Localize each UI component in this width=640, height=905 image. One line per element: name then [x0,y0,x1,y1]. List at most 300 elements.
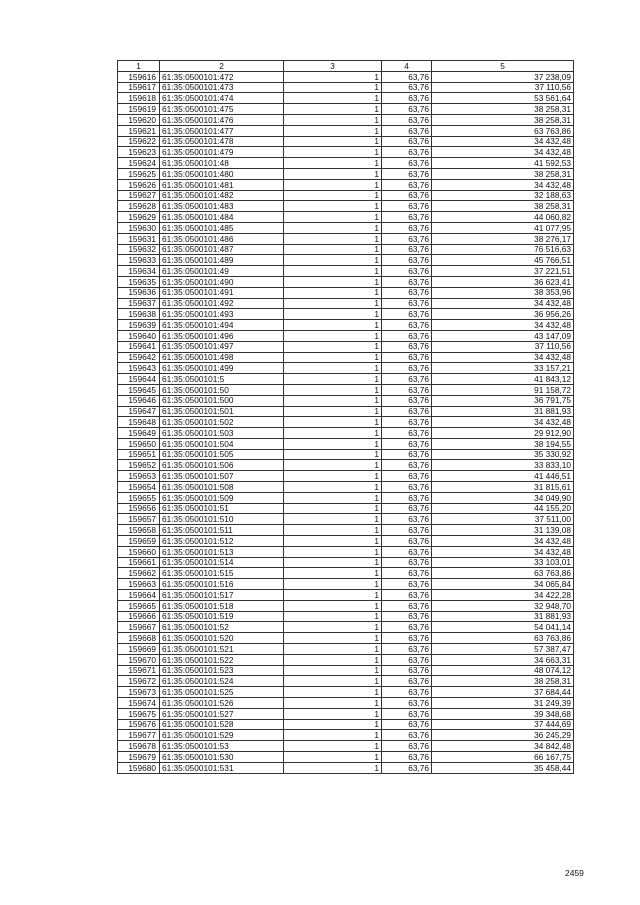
area-cell: 63,76 [382,320,432,331]
value-cell: 76 516,63 [432,244,574,255]
value-cell: 36 956,26 [432,309,574,320]
row-number-cell: 159632 [118,244,160,255]
area-cell: 63,76 [382,611,432,622]
table-row [118,201,574,212]
quantity-cell: 1 [284,374,382,385]
quantity-cell: 1 [284,438,382,449]
value-cell: 32 188,63 [432,190,574,201]
quantity-cell: 1 [284,330,382,341]
table-row [118,482,574,493]
quantity-cell: 1 [284,644,382,655]
cadastral-number-cell: 61:35:0500101:500 [160,395,284,406]
table-row [118,741,574,752]
row-number-cell: 159647 [118,406,160,417]
table-row [118,266,574,277]
cadastral-number-cell: 61:35:0500101:49 [160,266,284,277]
cadastral-number-cell: 61:35:0500101:487 [160,244,284,255]
row-number-cell: 159619 [118,104,160,115]
quantity-cell: 1 [284,536,382,547]
row-number-cell: 159669 [118,644,160,655]
quantity-cell: 1 [284,190,382,201]
value-cell: 31 881,93 [432,611,574,622]
quantity-cell: 1 [284,352,382,363]
row-number-cell: 159680 [118,762,160,773]
area-cell: 63,76 [382,190,432,201]
value-cell: 34 432,48 [432,417,574,428]
table-row [118,622,574,633]
table-row [118,449,574,460]
row-number-cell: 159678 [118,741,160,752]
table-row [118,687,574,698]
cadastral-number-cell: 61:35:0500101:506 [160,460,284,471]
table-row [118,276,574,287]
row-number-cell: 159627 [118,190,160,201]
table-row [118,611,574,622]
cadastral-number-cell: 61:35:0500101:499 [160,363,284,374]
area-cell: 63,76 [382,104,432,115]
cadastral-number-cell: 61:35:0500101:486 [160,233,284,244]
row-number-cell: 159625 [118,168,160,179]
quantity-cell: 1 [284,71,382,82]
cadastral-number-cell: 61:35:0500101:483 [160,201,284,212]
value-cell: 37 684,44 [432,687,574,698]
area-cell: 63,76 [382,698,432,709]
row-number-cell: 159631 [118,233,160,244]
row-number-cell: 159661 [118,557,160,568]
quantity-cell: 1 [284,276,382,287]
value-cell: 53 561,64 [432,93,574,104]
value-cell: 33 157,21 [432,363,574,374]
cadastral-number-cell: 61:35:0500101:497 [160,341,284,352]
cadastral-number-cell: 61:35:0500101:521 [160,644,284,655]
column-header-1: 1 [118,61,160,72]
area-cell: 63,76 [382,147,432,158]
cadastral-number-cell: 61:35:0500101:474 [160,93,284,104]
table-row [118,579,574,590]
value-cell: 37 110,56 [432,82,574,93]
quantity-cell: 1 [284,633,382,644]
table-row [118,438,574,449]
area-cell: 63,76 [382,438,432,449]
cadastral-number-cell: 61:35:0500101:514 [160,557,284,568]
cadastral-number-cell: 61:35:0500101:502 [160,417,284,428]
cadastral-number-cell: 61:35:0500101:501 [160,406,284,417]
table-row [118,222,574,233]
cadastral-number-cell: 61:35:0500101:530 [160,752,284,763]
value-cell: 41 843,12 [432,374,574,385]
quantity-cell: 1 [284,503,382,514]
table-row [118,136,574,147]
area-cell: 63,76 [382,460,432,471]
table-row [118,363,574,374]
row-number-cell: 159623 [118,147,160,158]
cadastral-number-cell: 61:35:0500101:516 [160,579,284,590]
area-cell: 63,76 [382,158,432,169]
table-row [118,114,574,125]
table-row [118,762,574,773]
quantity-cell: 1 [284,298,382,309]
area-cell: 63,76 [382,125,432,136]
row-number-cell: 159637 [118,298,160,309]
value-cell: 41 592,53 [432,158,574,169]
quantity-cell: 1 [284,406,382,417]
value-cell: 63 763,86 [432,633,574,644]
quantity-cell: 1 [284,525,382,536]
value-cell: 35 330,92 [432,449,574,460]
table-row [118,179,574,190]
area-cell: 63,76 [382,255,432,266]
quantity-cell: 1 [284,449,382,460]
area-cell: 63,76 [382,622,432,633]
row-number-cell: 159629 [118,212,160,223]
cadastral-number-cell: 61:35:0500101:48 [160,158,284,169]
row-number-cell: 159616 [118,71,160,82]
row-number-cell: 159645 [118,384,160,395]
cadastral-number-cell: 61:35:0500101:517 [160,590,284,601]
table-row [118,309,574,320]
quantity-cell: 1 [284,514,382,525]
quantity-cell: 1 [284,287,382,298]
cadastral-number-cell: 61:35:0500101:490 [160,276,284,287]
table-row [118,374,574,385]
cadastral-number-cell: 61:35:0500101:478 [160,136,284,147]
cadastral-number-cell: 61:35:0500101:492 [160,298,284,309]
cadastral-number-cell: 61:35:0500101:493 [160,309,284,320]
table-row [118,514,574,525]
column-header-3: 3 [284,61,382,72]
row-number-cell: 159620 [118,114,160,125]
value-cell: 37 110,56 [432,341,574,352]
area-cell: 63,76 [382,762,432,773]
quantity-cell: 1 [284,730,382,741]
table-row [118,244,574,255]
value-cell: 91 158,72 [432,384,574,395]
area-cell: 63,76 [382,93,432,104]
table-row [118,298,574,309]
area-cell: 63,76 [382,82,432,93]
cadastral-number-cell: 61:35:0500101:526 [160,698,284,709]
value-cell: 63 763,86 [432,125,574,136]
value-cell: 34 432,48 [432,136,574,147]
area-cell: 63,76 [382,168,432,179]
table-row [118,233,574,244]
table-row [118,698,574,709]
row-number-cell: 159673 [118,687,160,698]
quantity-cell: 1 [284,600,382,611]
quantity-cell: 1 [284,168,382,179]
value-cell: 33 103,01 [432,557,574,568]
row-number-cell: 159655 [118,492,160,503]
cadastral-number-cell: 61:35:0500101:476 [160,114,284,125]
area-cell: 63,76 [382,482,432,493]
value-cell: 31 881,93 [432,406,574,417]
value-cell: 36 791,75 [432,395,574,406]
value-cell: 37 444,69 [432,719,574,730]
area-cell: 63,76 [382,579,432,590]
row-number-cell: 159676 [118,719,160,730]
value-cell: 41 446,51 [432,471,574,482]
quantity-cell: 1 [284,114,382,125]
table-row [118,104,574,115]
row-number-cell: 159633 [118,255,160,266]
cadastral-number-cell: 61:35:0500101:479 [160,147,284,158]
column-header-2: 2 [160,61,284,72]
table-row [118,503,574,514]
quantity-cell: 1 [284,179,382,190]
area-cell: 63,76 [382,503,432,514]
cadastral-number-cell: 61:35:0500101:523 [160,665,284,676]
area-cell: 63,76 [382,633,432,644]
cadastral-number-cell: 61:35:0500101:472 [160,71,284,82]
cadastral-number-cell: 61:35:0500101:524 [160,676,284,687]
cadastral-number-cell: 61:35:0500101:53 [160,741,284,752]
row-number-cell: 159652 [118,460,160,471]
cadastral-number-cell: 61:35:0500101:513 [160,546,284,557]
row-number-cell: 159618 [118,93,160,104]
table-row [118,536,574,547]
value-cell: 48 074,12 [432,665,574,676]
quantity-cell: 1 [284,471,382,482]
cadastral-number-cell: 61:35:0500101:481 [160,179,284,190]
quantity-cell: 1 [284,158,382,169]
area-cell: 63,76 [382,136,432,147]
quantity-cell: 1 [284,482,382,493]
cadastral-number-cell: 61:35:0500101:512 [160,536,284,547]
row-number-cell: 159644 [118,374,160,385]
area-cell: 63,76 [382,244,432,255]
value-cell: 38 258,31 [432,201,574,212]
quantity-cell: 1 [284,125,382,136]
value-cell: 41 077,95 [432,222,574,233]
area-cell: 63,76 [382,233,432,244]
row-number-cell: 159663 [118,579,160,590]
area-cell: 63,76 [382,266,432,277]
row-number-cell: 159656 [118,503,160,514]
row-number-cell: 159674 [118,698,160,709]
row-number-cell: 159667 [118,622,160,633]
table-row [118,654,574,665]
table-row [118,93,574,104]
area-cell: 63,76 [382,449,432,460]
area-cell: 63,76 [382,730,432,741]
table-row [118,460,574,471]
value-cell: 63 763,86 [432,568,574,579]
area-cell: 63,76 [382,492,432,503]
page-number: 2459 [565,868,584,878]
area-cell: 63,76 [382,201,432,212]
quantity-cell: 1 [284,255,382,266]
quantity-cell: 1 [284,752,382,763]
cadastral-number-cell: 61:35:0500101:531 [160,762,284,773]
area-cell: 63,76 [382,417,432,428]
table-row [118,676,574,687]
area-cell: 63,76 [382,644,432,655]
quantity-cell: 1 [284,244,382,255]
cadastral-number-cell: 61:35:0500101:507 [160,471,284,482]
row-number-cell: 159654 [118,482,160,493]
table-row [118,395,574,406]
quantity-cell: 1 [284,741,382,752]
row-number-cell: 159626 [118,179,160,190]
quantity-cell: 1 [284,320,382,331]
row-number-cell: 159630 [118,222,160,233]
area-cell: 63,76 [382,600,432,611]
value-cell: 33 833,10 [432,460,574,471]
quantity-cell: 1 [284,222,382,233]
row-number-cell: 159624 [118,158,160,169]
value-cell: 34 432,48 [432,546,574,557]
table-row [118,71,574,82]
cadastral-number-cell: 61:35:0500101:529 [160,730,284,741]
table-row [118,752,574,763]
area-cell: 63,76 [382,676,432,687]
area-cell: 63,76 [382,287,432,298]
area-cell: 63,76 [382,374,432,385]
value-cell: 37 238,09 [432,71,574,82]
value-cell: 45 766,51 [432,255,574,266]
cadastral-number-cell: 61:35:0500101:5 [160,374,284,385]
table-row [118,590,574,601]
quantity-cell: 1 [284,708,382,719]
row-number-cell: 159640 [118,330,160,341]
header-row [118,61,574,72]
cadastral-number-cell: 61:35:0500101:489 [160,255,284,266]
table-row [118,330,574,341]
value-cell: 34 432,48 [432,179,574,190]
area-cell: 63,76 [382,212,432,223]
cadastral-number-cell: 61:35:0500101:484 [160,212,284,223]
quantity-cell: 1 [284,136,382,147]
value-cell: 57 387,47 [432,644,574,655]
row-number-cell: 159660 [118,546,160,557]
area-cell: 63,76 [382,590,432,601]
table-row [118,428,574,439]
cadastral-number-cell: 61:35:0500101:519 [160,611,284,622]
quantity-cell: 1 [284,363,382,374]
row-number-cell: 159621 [118,125,160,136]
row-number-cell: 159638 [118,309,160,320]
column-header-4: 4 [382,61,432,72]
cadastral-number-cell: 61:35:0500101:485 [160,222,284,233]
cadastral-number-cell: 61:35:0500101:508 [160,482,284,493]
table-row [118,125,574,136]
table-row [118,730,574,741]
value-cell: 36 623,41 [432,276,574,287]
value-cell: 35 458,44 [432,762,574,773]
column-header-5: 5 [432,61,574,72]
row-number-cell: 159636 [118,287,160,298]
area-cell: 63,76 [382,71,432,82]
value-cell: 34 663,31 [432,654,574,665]
value-cell: 37 221,51 [432,266,574,277]
area-cell: 63,76 [382,330,432,341]
value-cell: 38 353,96 [432,287,574,298]
quantity-cell: 1 [284,654,382,665]
data-table [117,60,574,774]
area-cell: 63,76 [382,222,432,233]
row-number-cell: 159675 [118,708,160,719]
value-cell: 34 432,48 [432,298,574,309]
table-row [118,600,574,611]
value-cell: 34 049,90 [432,492,574,503]
row-number-cell: 159657 [118,514,160,525]
cadastral-number-cell: 61:35:0500101:477 [160,125,284,136]
row-number-cell: 159622 [118,136,160,147]
quantity-cell: 1 [284,233,382,244]
quantity-cell: 1 [284,568,382,579]
area-cell: 63,76 [382,471,432,482]
quantity-cell: 1 [284,395,382,406]
table-row [118,190,574,201]
value-cell: 37 511,00 [432,514,574,525]
cadastral-number-cell: 61:35:0500101:504 [160,438,284,449]
cadastral-number-cell: 61:35:0500101:527 [160,708,284,719]
value-cell: 34 065,84 [432,579,574,590]
table-row [118,255,574,266]
table-row [118,341,574,352]
quantity-cell: 1 [284,579,382,590]
value-cell: 31 139,08 [432,525,574,536]
cadastral-number-cell: 61:35:0500101:503 [160,428,284,439]
value-cell: 38 258,31 [432,104,574,115]
row-number-cell: 159658 [118,525,160,536]
quantity-cell: 1 [284,104,382,115]
quantity-cell: 1 [284,590,382,601]
area-cell: 63,76 [382,568,432,579]
area-cell: 63,76 [382,352,432,363]
cadastral-number-cell: 61:35:0500101:496 [160,330,284,341]
row-number-cell: 159671 [118,665,160,676]
quantity-cell: 1 [284,492,382,503]
quantity-cell: 1 [284,341,382,352]
area-cell: 63,76 [382,363,432,374]
table-row [118,287,574,298]
cadastral-number-cell: 61:35:0500101:509 [160,492,284,503]
value-cell: 44 060,82 [432,212,574,223]
cadastral-number-cell: 61:35:0500101:480 [160,168,284,179]
value-cell: 34 432,48 [432,147,574,158]
quantity-cell: 1 [284,384,382,395]
quantity-cell: 1 [284,611,382,622]
row-number-cell: 159648 [118,417,160,428]
cadastral-number-cell: 61:35:0500101:51 [160,503,284,514]
area-cell: 63,76 [382,536,432,547]
area-cell: 63,76 [382,514,432,525]
value-cell: 38 258,31 [432,114,574,125]
cadastral-number-cell: 61:35:0500101:520 [160,633,284,644]
area-cell: 63,76 [382,341,432,352]
cadastral-number-cell: 61:35:0500101:494 [160,320,284,331]
table-row [118,644,574,655]
table-row [118,546,574,557]
row-number-cell: 159651 [118,449,160,460]
table-row [118,525,574,536]
value-cell: 39 348,68 [432,708,574,719]
cadastral-number-cell: 61:35:0500101:50 [160,384,284,395]
row-number-cell: 159677 [118,730,160,741]
quantity-cell: 1 [284,665,382,676]
table-row [118,665,574,676]
area-cell: 63,76 [382,395,432,406]
row-number-cell: 159666 [118,611,160,622]
value-cell: 66 167,75 [432,752,574,763]
value-cell: 31 815,61 [432,482,574,493]
row-number-cell: 159617 [118,82,160,93]
row-number-cell: 159628 [118,201,160,212]
table-row [118,492,574,503]
quantity-cell: 1 [284,93,382,104]
row-number-cell: 159635 [118,276,160,287]
